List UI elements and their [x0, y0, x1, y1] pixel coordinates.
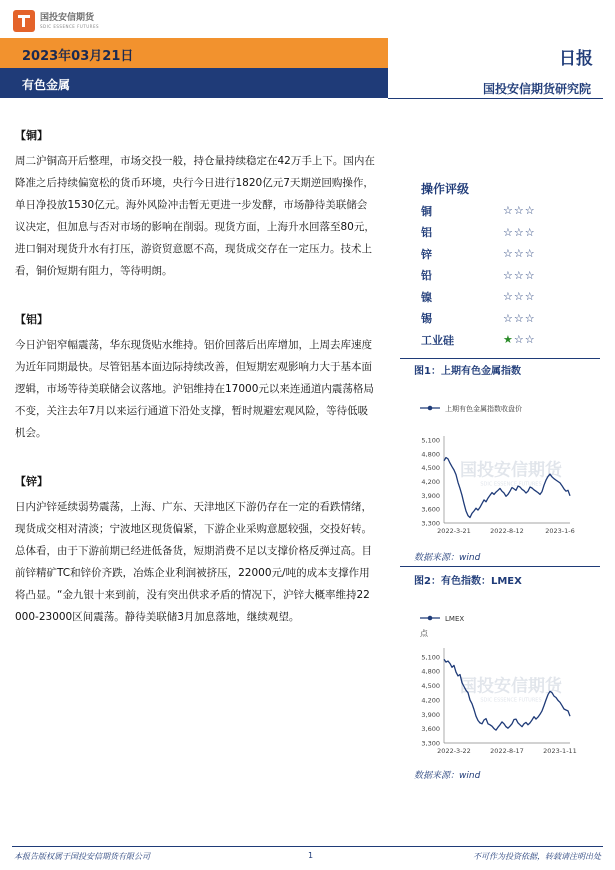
rating-stars: ☆☆☆ [503, 225, 536, 239]
rating-row [421, 243, 571, 265]
y-tick-label: 3,600 [421, 505, 440, 514]
section-body: 日内沪锌延续弱势震荡，上海、广东、天津地区下游仍存在一定的看跌情绪，现货成交相对清淡；宁波地区现货偏紧，下游企业采购意愿较强，交投好转。总体看，由于下游前期已经进低备货，短期消费不足以支撑价格反弹过高。目前锌精矿TC和锌价齐跌，冶炼企业利润被挤压，22000元/吨的成本支撑作用将凸显。“金九银十来到前，没有突出供求矛盾的情况下，沪锌大概率维持22000-23000区间震荡。静待美联储3月加息落地，继续观望。 [15, 501, 372, 623]
logo-en-text: SDIC ESSENCE FUTURES [40, 23, 100, 29]
rating-metal: 铝 [421, 226, 432, 240]
figure-2-chart [400, 592, 600, 764]
x-tick-label: 2022-8-12 [490, 527, 524, 535]
x-tick-label: 2023-1-11 [543, 747, 577, 755]
page-number: 1 [308, 851, 314, 860]
chart-watermark: 国投安信期货 [460, 676, 562, 697]
y-tick-label: 4,500 [421, 464, 440, 473]
section-title: 【铜】 [15, 129, 48, 142]
rating-stars: ☆☆☆ [503, 311, 536, 325]
legend-marker [428, 406, 433, 411]
rating-stars: ☆☆☆ [503, 290, 536, 304]
spacer [15, 444, 375, 474]
legend-label: LMEX [445, 615, 465, 623]
y-tick-label: 4,200 [421, 696, 440, 705]
filled-star-icon: ★ [503, 333, 514, 347]
rating-stars: ☆☆☆ [503, 268, 536, 282]
report-date: 2023年03月21日 [22, 49, 134, 64]
legend-marker [428, 616, 433, 621]
report-type: 日报 [559, 49, 593, 69]
empty-star-icon: ☆☆ [513, 333, 536, 347]
section-zinc [15, 474, 375, 628]
chart-watermark-en: SDIC ESSENCE FUTURES [480, 481, 542, 488]
report-category: 有色金属 [22, 78, 71, 92]
rating-row [421, 329, 571, 351]
figure-divider [400, 358, 600, 359]
rating-metal: 镍 [421, 290, 432, 304]
y-axis-label: 点 [420, 629, 428, 638]
rating-metal: 铅 [421, 269, 432, 283]
rating-metal: 工业硅 [421, 333, 454, 347]
x-tick-label: 2023-1-6 [545, 527, 575, 535]
header-divider [388, 98, 603, 99]
section-body: 今日沪铝窄幅震荡，华东现货贴水维持。铝价回落后出库增加，上周去库速度为近年同期最快。尽管铝基本面边际持续改善，但短期宏观影响力大于基本面逻辑，市场等待美联储会议落地。沪铝维持在17000元以来连通道内震荡格局不变，关注去年7月以来运行通道下沿处支撑，暂时规避宏观风险，等待低吸机会。 [15, 339, 374, 439]
y-tick-label: 5,100 [421, 436, 440, 445]
section-title: 【铝】 [15, 313, 48, 326]
rating-metal: 锌 [421, 247, 432, 261]
commentary-column [15, 128, 375, 628]
rating-stars [503, 333, 536, 346]
legend-label: 上期有色金属指数收盘价 [445, 405, 522, 413]
figure-1-title: 图1：上期有色金属指数 [414, 366, 521, 377]
figure-2-title: 图2：有色指数：LMEX [414, 576, 522, 587]
rating-title: 操作评级 [421, 182, 470, 196]
rating-metal: 铜 [421, 204, 432, 218]
company-logo [12, 9, 99, 33]
y-tick-label: 3,900 [421, 491, 440, 500]
y-tick-label: 4,200 [421, 478, 440, 486]
rating-stars: ☆☆☆ [503, 247, 536, 261]
rating-row [421, 200, 571, 222]
section-copper [15, 128, 375, 282]
section-aluminum [15, 312, 375, 444]
rating-row [421, 265, 571, 287]
chart-watermark-en: SDIC ESSENCE FUTURES [480, 697, 542, 704]
y-tick-label: 3,300 [421, 519, 440, 528]
footer-disclaimer: 不可作为投资依据，转载请注明出处 [473, 852, 601, 861]
logo-mark-icon [12, 9, 36, 33]
rating-row [421, 222, 571, 244]
spacer [15, 282, 375, 312]
figure-1-chart [400, 382, 600, 548]
x-tick-label: 2022-3-21 [437, 527, 471, 535]
y-tick-label: 4,500 [421, 682, 440, 691]
figure-divider [400, 566, 600, 567]
footer-divider [12, 846, 603, 847]
y-tick-label: 4,800 [421, 450, 440, 459]
y-tick-label: 3,600 [421, 725, 440, 734]
x-tick-label: 2022-3-22 [437, 747, 471, 755]
rating-row [421, 286, 571, 308]
rating-stars: ☆☆☆ [503, 204, 536, 218]
figure-1-source: 数据来源：wind [414, 553, 481, 563]
y-tick-label: 3,300 [421, 739, 440, 748]
section-title: 【锌】 [15, 475, 48, 488]
section-body: 周二沪铜高开后整理，市场交投一般，持仓量持续稳定在42万手上下。国内在降准之后持续偏宽松的货币环境，央行今日进行1820亿元7天期逆回购操作，单日净投放1530亿元。海外风险冲击暂无更进一步发酵，市场静待美联储会议决定，但加息与否对市场的影响在削弱。现货方面，上海升水回落至80元，进口铜对现货升水有打压，游资贸意愿不高，现货成交存在一定压力。技术上看，铜价短期有阻力，等待明朗。 [15, 155, 375, 277]
chart-watermark: 国投安信期货 [460, 460, 562, 481]
y-tick-label: 5,100 [421, 653, 440, 662]
y-tick-label: 3,900 [421, 710, 440, 719]
x-tick-label: 2022-8-17 [490, 747, 524, 755]
rating-row [421, 308, 571, 330]
footer-copyright: 本报告版权属于国投安信期货有限公司 [14, 852, 150, 861]
rating-metal: 锡 [421, 312, 432, 326]
rating-table [421, 200, 571, 351]
institute-name: 国投安信期货研究院 [482, 82, 591, 96]
y-tick-label: 4,800 [421, 667, 440, 676]
figure-2-source: 数据来源：wind [414, 771, 481, 781]
logo-cn-text: 国投安信期货 [40, 12, 95, 23]
